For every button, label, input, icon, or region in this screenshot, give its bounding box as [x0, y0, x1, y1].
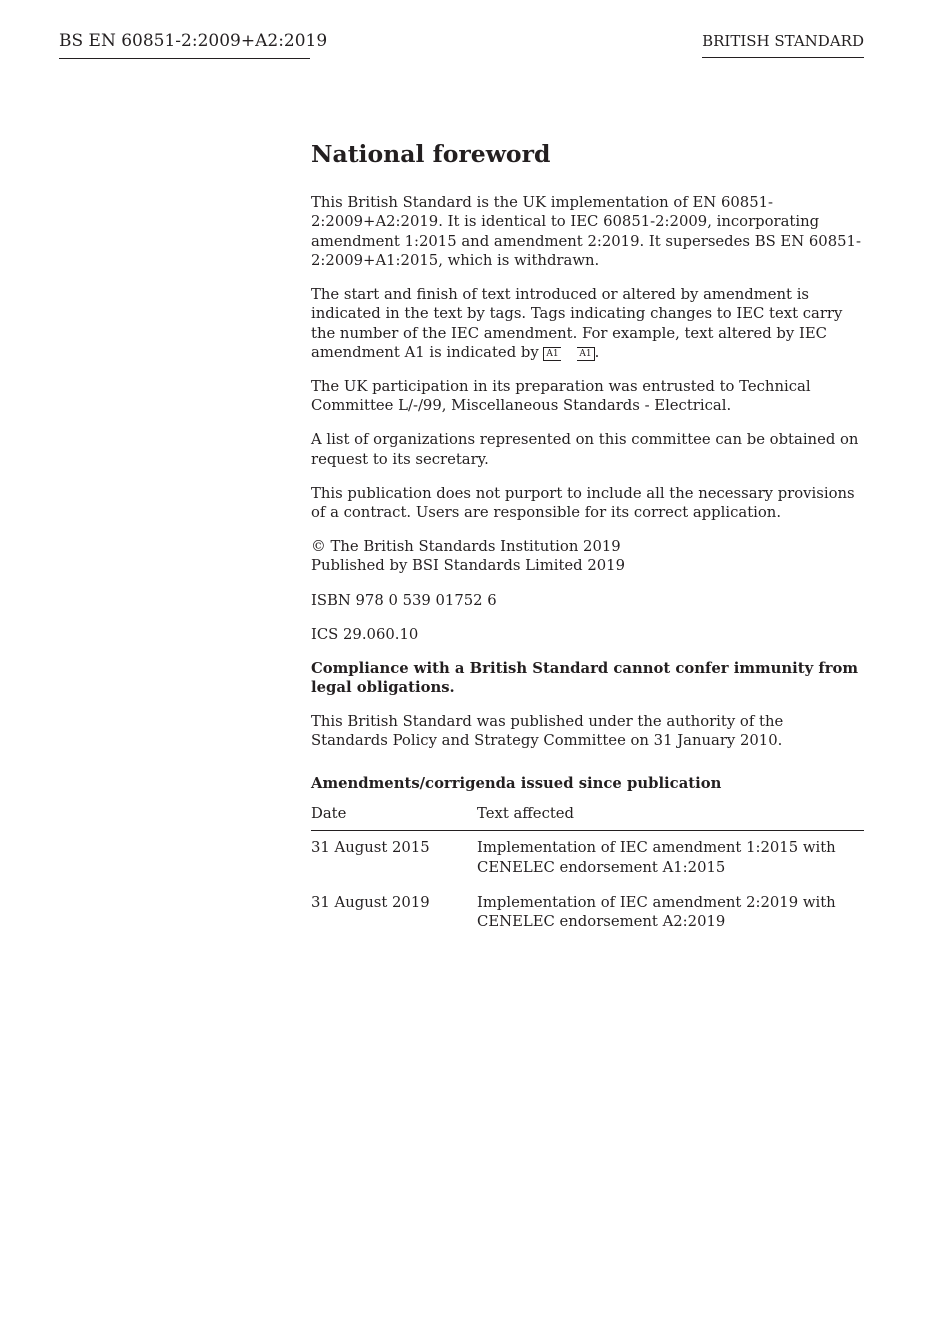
amendment-close-tag-icon: A1	[577, 347, 594, 361]
column-header-text-affected: Text affected	[477, 804, 864, 831]
copyright-line: © The British Standards Institution 2019	[311, 538, 621, 556]
ics-line: ICS 29.060.10	[311, 625, 419, 643]
contract-paragraph: This publication does not purport to include all the necessary provisions of a contract. Users are responsible for its correct application.	[311, 484, 855, 522]
published-line: Published by BSI Standards Limited 2019	[311, 557, 626, 575]
amendment-date: 31 August 2019	[311, 893, 430, 911]
amendment-date: 31 August 2015	[311, 839, 430, 857]
amendment-tags-text: The start and finish of text introduced or altered by amendment is indicated in the text by tags. Tags indicating changes to IEC text carry the number of the IEC amendment. For example, text altered by IEC amendment A1 is indicated by	[311, 285, 843, 361]
amendments-header-row	[311, 804, 864, 831]
organizations-paragraph: A list of organizations represented on this committee can be obtained on request to its secretary.	[311, 431, 859, 468]
amendments-title: Amendments/corrigenda issued since publication	[311, 775, 722, 792]
table-row	[311, 886, 864, 941]
amendments-table	[311, 804, 864, 940]
foreword-body	[311, 193, 864, 766]
table-row	[311, 831, 864, 886]
committee-paragraph: The UK participation in its preparation was entrusted to Technical Committee L/-/99, Miscellaneous Standards - Electrical.	[311, 377, 811, 415]
isbn-line: ISBN 978 0 539 01752 6	[311, 591, 497, 609]
implementation-paragraph: This British Standard is the UK implementation of EN 60851-2:2009+A2:2019. It is identical to IEC 60851-2:2009, incorporating amendment 1:2015 and amendment 2:2019. It supersedes BS EN 60851-2:2009+A1:2015, which is withdrawn.	[311, 194, 861, 269]
header-document-number: BS EN 60851-2:2009+A2:2019	[59, 30, 310, 59]
page-title: National foreword	[311, 140, 551, 168]
copyright-block	[311, 537, 864, 576]
amendment-tags-paragraph	[311, 285, 864, 362]
header-british-standard-label: BRITISH STANDARD	[702, 31, 864, 58]
compliance-notice: Compliance with a British Standard cannot confer immunity from legal obligations.	[311, 659, 859, 697]
authority-paragraph: This British Standard was published under the authority of the Standards Policy and Strategy Committee on 31 January 2010.	[311, 713, 784, 750]
amendment-open-tag-icon: A1	[543, 347, 560, 361]
amendment-text-affected: Implementation of IEC amendment 1:2015 with CENELEC endorsement A1:2015	[477, 839, 836, 876]
column-header-date: Date	[311, 804, 477, 831]
amendment-text-affected: Implementation of IEC amendment 2:2019 with CENELEC endorsement A2:2019	[477, 893, 836, 931]
amendment-tags-end: .	[594, 343, 600, 361]
